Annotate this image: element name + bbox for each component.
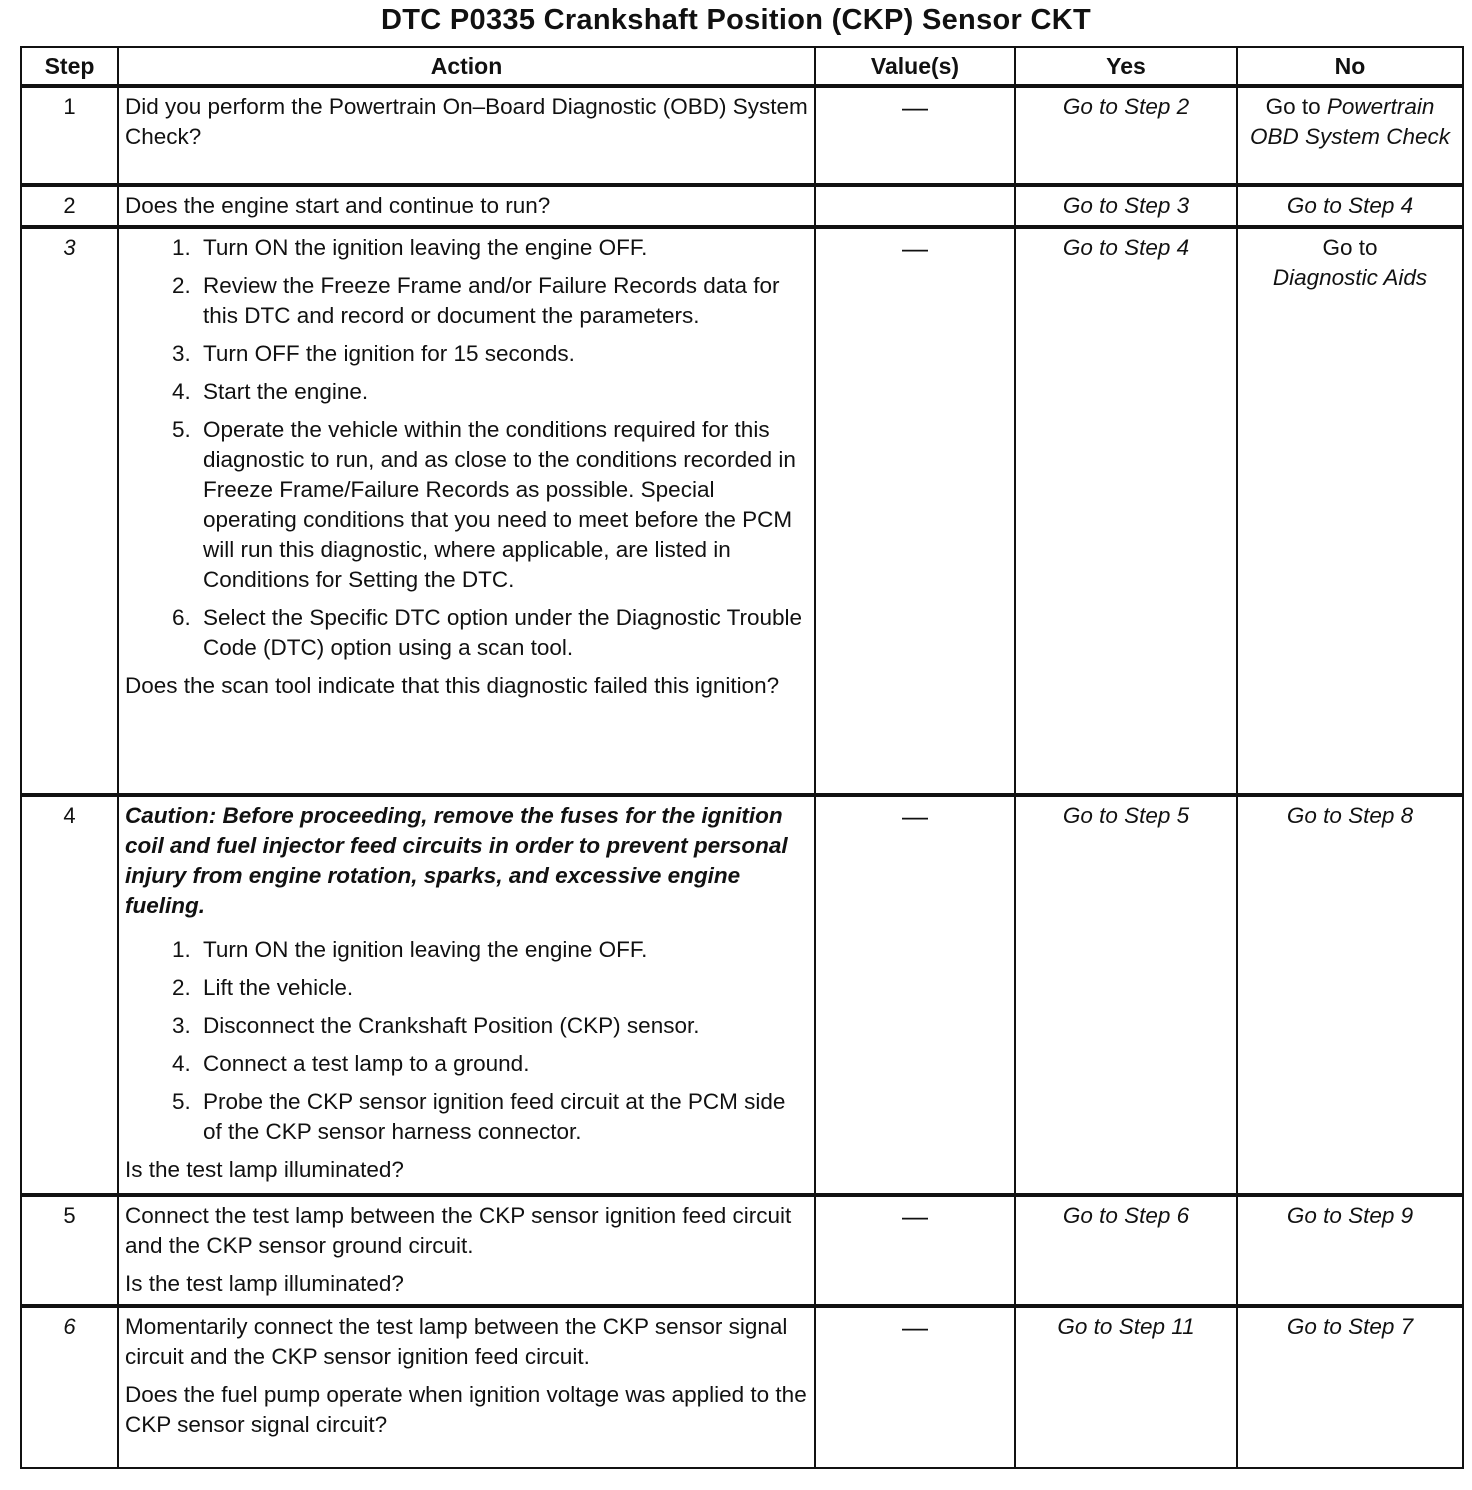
no-target: Powertrain OBD System Check bbox=[1249, 94, 1451, 149]
header-values: Value(s) bbox=[815, 47, 1015, 86]
table-row-step-2 bbox=[21, 185, 1463, 227]
value-cell: — bbox=[815, 1306, 1015, 1468]
table-header-row bbox=[21, 47, 1463, 86]
action-cell bbox=[118, 1195, 815, 1306]
caution-text: Caution: Before proceeding, remove the fuses for the ignition coil and fuel injector feed circuits in order to prevent personal injury from engine rotation, sparks, and excessive engine fueling. bbox=[125, 803, 788, 918]
page-title: DTC P0335 Crankshaft Position (CKP) Sensor CKT bbox=[381, 4, 1091, 36]
procedure-list bbox=[125, 233, 808, 663]
no-cell bbox=[1237, 86, 1463, 185]
action-cell bbox=[118, 227, 815, 795]
list-item: 6. Select the Specific DTC option under the Diagnostic Trouble Code (DTC) option using a scan tool. bbox=[197, 603, 808, 663]
action-text: Does the engine start and continue to run? bbox=[125, 193, 551, 218]
yes-cell: Go to Step 11 bbox=[1015, 1306, 1237, 1468]
list-item: 5. Operate the vehicle within the conditions required for this diagnostic to run, and as close to the conditions recorded in Freeze Frame/Failure Records as possible. Special operating conditions that you need to meet before the PCM will run this diagnostic, where applicable, are listed in Conditions for Setting the DTC. bbox=[197, 415, 808, 595]
action-cell bbox=[118, 86, 815, 185]
no-cell: Go to Step 8 bbox=[1237, 795, 1463, 1195]
question-text: Does the scan tool indicate that this diagnostic failed this ignition? bbox=[125, 673, 780, 698]
header-no: No bbox=[1237, 47, 1463, 86]
table-row-step-1 bbox=[21, 86, 1463, 185]
header-yes: Yes bbox=[1015, 47, 1237, 86]
action-text: Did you perform the Powertrain On–Board Diagnostic (OBD) System Check? bbox=[125, 94, 808, 149]
no-cell: Go to Step 4 bbox=[1237, 185, 1463, 227]
no-cell bbox=[1237, 227, 1463, 795]
step-number: 6 bbox=[21, 1306, 118, 1468]
list-item: 3. Disconnect the Crankshaft Position (CKP) sensor. bbox=[197, 1011, 808, 1041]
list-item: 1. Turn ON the ignition leaving the engine OFF. bbox=[197, 233, 808, 263]
question-text: Is the test lamp illuminated? bbox=[125, 1157, 404, 1182]
table-row-step-3 bbox=[21, 227, 1463, 795]
value-cell bbox=[815, 185, 1015, 227]
action-text: Momentarily connect the test lamp between the CKP sensor signal circuit and the CKP sensor ignition feed circuit. bbox=[125, 1314, 788, 1369]
procedure-list bbox=[125, 935, 808, 1147]
value-cell: — bbox=[815, 86, 1015, 185]
step-number: 4 bbox=[21, 795, 118, 1195]
no-prefix: Go to bbox=[1265, 94, 1321, 119]
table-row-step-6 bbox=[21, 1306, 1463, 1468]
yes-cell: Go to Step 6 bbox=[1015, 1195, 1237, 1306]
list-item: 4. Start the engine. bbox=[197, 377, 808, 407]
yes-cell: Go to Step 5 bbox=[1015, 795, 1237, 1195]
value-cell: — bbox=[815, 795, 1015, 1195]
step-number: 2 bbox=[21, 185, 118, 227]
header-step: Step bbox=[21, 47, 118, 86]
action-cell bbox=[118, 1306, 815, 1468]
table-row-step-4 bbox=[21, 795, 1463, 1195]
list-item: 2. Review the Freeze Frame and/or Failure Records data for this DTC and record or document the parameters. bbox=[197, 271, 808, 331]
table-row-step-5 bbox=[21, 1195, 1463, 1306]
no-target: Diagnostic Aids bbox=[1272, 265, 1428, 290]
list-item: 2. Lift the vehicle. bbox=[197, 973, 808, 1003]
step-number: 5 bbox=[21, 1195, 118, 1306]
action-cell bbox=[118, 795, 815, 1195]
action-cell bbox=[118, 185, 815, 227]
list-item: 3. Turn OFF the ignition for 15 seconds. bbox=[197, 339, 808, 369]
list-item: 4. Connect a test lamp to a ground. bbox=[197, 1049, 808, 1079]
value-cell: — bbox=[815, 227, 1015, 795]
list-item: 1. Turn ON the ignition leaving the engine OFF. bbox=[197, 935, 808, 965]
no-cell: Go to Step 7 bbox=[1237, 1306, 1463, 1468]
action-text: Connect the test lamp between the CKP sensor ignition feed circuit and the CKP sensor ground circuit. bbox=[125, 1203, 792, 1258]
yes-cell: Go to Step 2 bbox=[1015, 86, 1237, 185]
yes-cell: Go to Step 4 bbox=[1015, 227, 1237, 795]
no-cell: Go to Step 9 bbox=[1237, 1195, 1463, 1306]
value-cell: — bbox=[815, 1195, 1015, 1306]
list-item: 5. Probe the CKP sensor ignition feed circuit at the PCM side of the CKP sensor harness connector. bbox=[197, 1087, 808, 1147]
no-prefix: Go to bbox=[1322, 235, 1378, 260]
yes-cell: Go to Step 3 bbox=[1015, 185, 1237, 227]
step-number: 3 bbox=[21, 227, 118, 795]
header-action: Action bbox=[118, 47, 815, 86]
question-text: Does the fuel pump operate when ignition voltage was applied to the CKP sensor signal circuit? bbox=[125, 1382, 807, 1437]
diagnostic-table bbox=[20, 46, 1464, 1469]
step-number: 1 bbox=[21, 86, 118, 185]
question-text: Is the test lamp illuminated? bbox=[125, 1271, 404, 1296]
